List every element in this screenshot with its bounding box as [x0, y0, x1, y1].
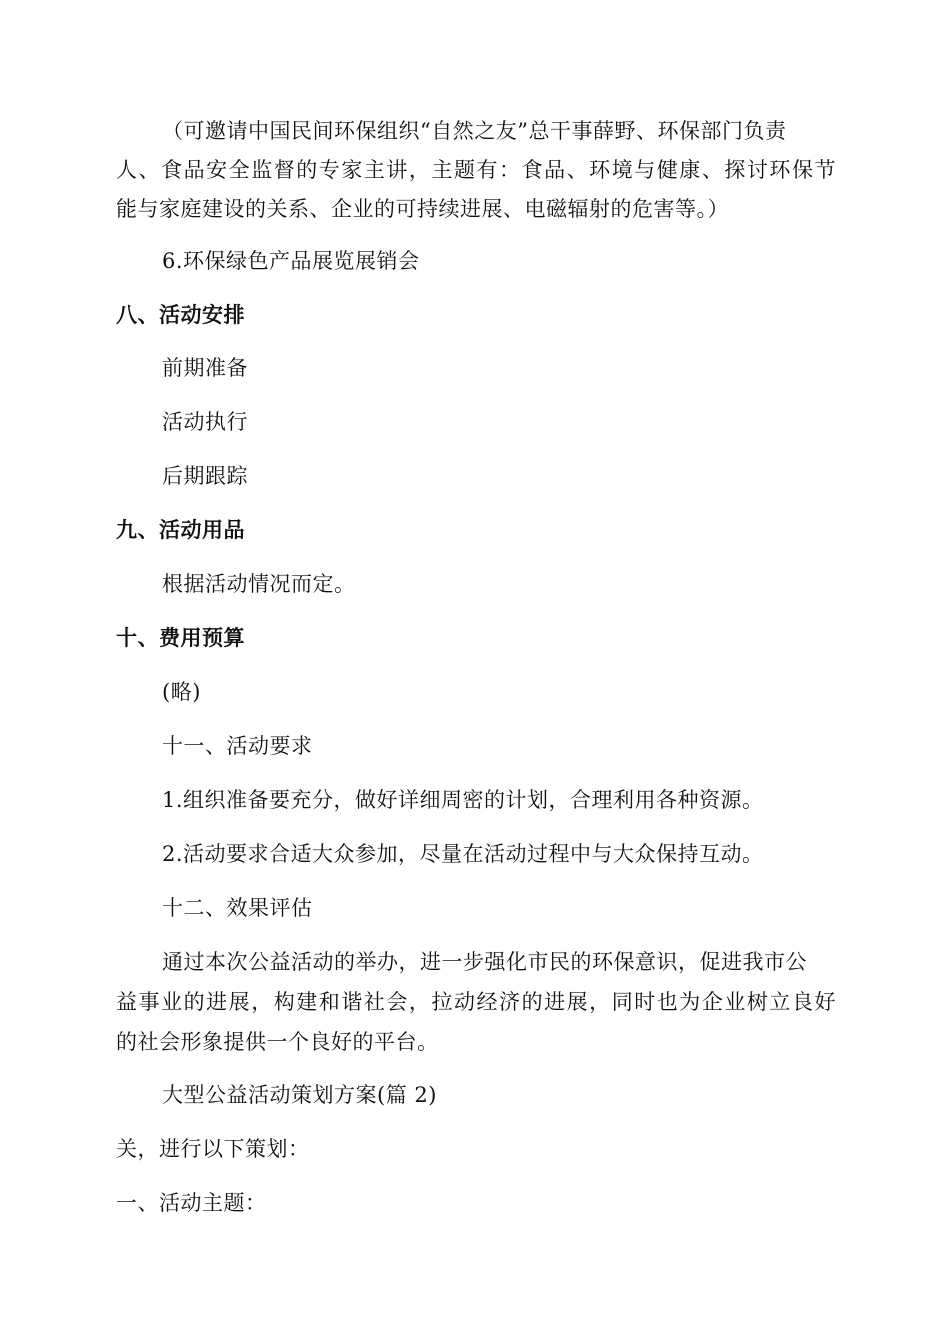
paragraph-speakers-line-3: 能与家庭建设的关系、企业的可持续进展、电磁辐射的危害等。） [116, 197, 729, 221]
paragraph-evaluation-line-1: 通过本次公益活动的举办，进一步强化市民的环保意识，促进我市公 [162, 950, 807, 974]
paragraph-evaluation-line-3: 的社会形象提供一个良好的平台。 [116, 1030, 439, 1054]
section-heading-activity-arrangement: 八、活动安排 [116, 303, 245, 327]
text-supplies: 根据活动情况而定。 [162, 572, 356, 596]
section-title-evaluation: 十二、效果评估 [162, 896, 313, 920]
requirement-item-1: 1.组织准备要充分，做好详细周密的计划，合理利用各种资源。 [162, 788, 764, 812]
paragraph-evaluation-line-2: 益事业的进展，构建和谐社会，拉动经济的进展，同时也为企业树立良好 [116, 990, 836, 1014]
plan-2-intro: 关，进行以下策划： [116, 1137, 310, 1161]
paragraph-speakers-line-2: 人、食品安全监督的专家主讲，主题有：食品、环境与健康、探讨环保节 [116, 158, 836, 182]
plan-2-heading-theme: 一、活动主题： [116, 1191, 267, 1215]
section-title-requirements: 十一、活动要求 [162, 734, 313, 758]
plan-2-title: 大型公益活动策划方案(篇 2) [162, 1083, 437, 1107]
paragraph-speakers-line-1: （可邀请中国民间环保组织“自然之友”总干事薛野、环保部门负责 [162, 119, 787, 143]
item-green-expo: 6.环保绿色产品展览展销会 [162, 249, 420, 273]
requirement-item-2: 2.活动要求合适大众参加，尽量在活动过程中与大众保持互动。 [162, 842, 764, 866]
section-heading-supplies: 九、活动用品 [116, 518, 245, 542]
text-execution: 活动执行 [162, 410, 248, 434]
text-budget: (略) [162, 680, 201, 704]
text-preparation: 前期准备 [162, 356, 248, 380]
text-follow-up: 后期跟踪 [162, 464, 248, 488]
section-heading-budget: 十、费用预算 [116, 626, 245, 650]
